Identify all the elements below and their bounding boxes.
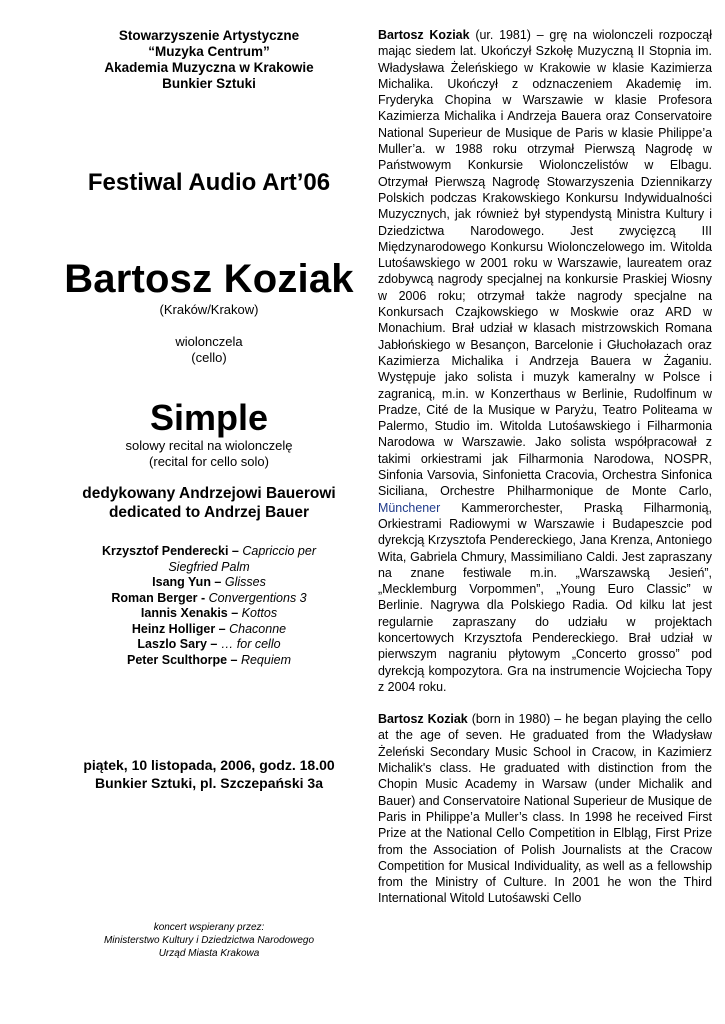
work: Requiem	[240, 652, 291, 667]
work: Convergentions 3	[208, 590, 307, 605]
bio-text: (ur. 1981) – grę na wiolonczeli rozpoczął mając siedem lat. Ukończył Szkołę Muzyczną II Stopnia im. Władysława Żeleńskiego w Krakowie w klasie Kazimierza Michalika. Ukończył z odznaczeniem Akademię im. Fryderyka Chopina w Warszawie w klasie Profesora Kazimierza Michalika i Andrzeja Bauera oraz Conservatoire National Superieur de Musique de Paris w klasie Philippe’a Muller’a. w 1988 roku otrzymał Pierwszą Nagrodę w Państwowym Konkursie Wiolonczelistów w Elbagu. Otrzymał Pierwszą Nagrodę Stowarzyszenia Dziennikarzy Polskich podczas Krakowskiego Konkursu Indywidualności Muzycznych, jak również był stypendystą Ministra Kultury i Dziedzictwa Narodowego. Jest zwycięzcą III Międzynarodowego Konkursu Wiolonczelowego im. Witolda Lutośawskiego w 2001 roku w Warszawie, laureatem oraz zdobywcą nagrody specjalnej na konkursie Praskiej Wiosny w 2006 roku; otrzymał także nagrody specjalne na Konkursach Czajkowskiego w Moskwie oraz ARD w Monachium. Brał udział w klasach mistrzowskich Romana Jabłońskiego w Besançon, Barcelonie i Głuchołazach oraz Kazimierza Michalika i Andrzeja Bauera w Żaganiu. Występuje jako solista i muzyk kameralny w Polsce i zagranicą, m.in. w Konzerthaus w Berlinie, Rudolfinum w Pradze, Cité de la Musique w Paryżu, Teatro Politeama w Palermo, Studio im. Witolda Lutośawskiego i Filharmonia Narodowa w Warszawie. Jako solista współpracował z takimi orkiestrami jak Filharmonia Narodowa, NOSPR, Sinfonia Varsovia, Sinfonietta Cracovia, Orchestra Sinfonica Siciliana, Orchestre Philharmonique de Monte Carlo,	[378, 28, 712, 499]
biography-column	[378, 27, 712, 907]
recital-subtitle-pl: solowy recital na wiolonczelę	[125, 438, 293, 453]
composer: Krzysztof Penderecki –	[102, 544, 239, 558]
composer: Isang Yun –	[152, 575, 222, 589]
festival-title: Festiwal Audio Art’06	[87, 169, 331, 196]
dedication	[54, 484, 364, 522]
work: … for cello	[220, 637, 281, 651]
work: Glisses	[224, 575, 266, 589]
composer: Iannis Xenakis –	[140, 606, 239, 620]
program-list	[54, 544, 364, 668]
bio-highlight: Münchener	[378, 500, 441, 515]
left-column	[54, 28, 364, 959]
program-item	[54, 622, 364, 638]
bio-name: Bartosz Koziak	[378, 28, 470, 42]
composer: Roman Berger -	[111, 590, 206, 605]
instrument-en: (cello)	[191, 350, 227, 365]
organizer-line: Stowarzyszenie Artystyczne	[118, 28, 300, 43]
event-info	[54, 756, 364, 792]
supporter: Ministerstwo Kultury i Dziedzictwa Narodowego	[103, 935, 315, 946]
instrument-pl: wiolonczela	[175, 334, 243, 349]
organizers	[54, 28, 364, 92]
work: Kottos	[241, 606, 278, 620]
event-date: piątek, 10 listopada, 2006, godz. 18.00	[83, 757, 335, 773]
artist-name: Bartosz Koziak	[64, 257, 354, 301]
recital-subtitle-en: (recital for cello solo)	[149, 454, 269, 469]
program-item	[54, 606, 364, 622]
program-item	[54, 544, 364, 560]
bio-text: (born in 1980) – he began playing the cello at the age of seven. He graduated from the Władysław Żeleński Secondary Music School in Cracow, in Kazimierz Michalik's class. He graduated with distinction from the Chopin Music Academy in Warsaw (under Michalik and Bauer) and Conservatoire National Superieur de Musique de Paris in Philippe’a Muller’s class. In 1998 he received First Prize at the National Cello Competition in Elbląg, First Prize from the Association of Polish Journalists at the Cracow Competition for Musical Individuality, as well as a fellowship from the Ministry of Culture. In 2001 he won the Third International Witold Lutośawski Cello	[378, 712, 712, 906]
program-item	[54, 575, 364, 591]
biography-pl	[378, 27, 712, 695]
recital-title: Simple	[149, 397, 269, 438]
work-continued: Siegfried Palm	[168, 559, 250, 574]
bio-name: Bartosz Koziak	[378, 712, 468, 727]
event-venue: Bunkier Sztuki, pl. Szczepański 3a	[95, 775, 323, 791]
organizer-line: Akademia Muzyczna w Krakowie	[104, 60, 314, 75]
artist-city: (Kraków/Krakow)	[159, 302, 259, 317]
composer: Heinz Holliger –	[131, 621, 226, 636]
dedication-en: dedicated to Andrzej Bauer	[108, 504, 310, 521]
supporter: Urząd Miasta Krakowa	[158, 948, 260, 959]
composer: Laszlo Sary –	[137, 637, 218, 651]
biography-en	[378, 711, 712, 907]
bio-text: Kammerorchester, Praską Filharmonią, Orkiestrami Radiowymi w Warszawie i Budapeszcie pod dyrekcją Krzysztofa Pendereckiego, Jana Krenza, Antoniego Wita, Gabriela Chmury, Massimiliano Caldi. Jest zapraszany na znane festiwale m.in. „Warszawską Jesień”, „Mecklemburg Vorpommen”, „Young Euro Classic” w Berlinie. Nagrywa dla Polskiego Radia. Od kilku lat jest regularnie zapraszany do udziału w projektach koncertowych Krzysztofa Pendereckiego. Brał udział w pierwszym nagraniu płytowym „Concerto grosso” pod dyrekcją kompozytora. Gra na instrumencie Wojciecha Topy z 2004 roku.	[378, 500, 712, 694]
support-label: koncert wspierany przez:	[153, 922, 265, 933]
organizer-line: Bunkier Sztuki	[162, 76, 256, 91]
work: Capriccio per	[242, 544, 316, 558]
support-info	[54, 921, 364, 960]
program-item	[54, 653, 364, 669]
organizer-line: “Muzyka Centrum”	[148, 44, 270, 59]
dedication-pl: dedykowany Andrzejowi Bauerowi	[82, 485, 336, 502]
composer: Peter Sculthorpe –	[127, 652, 238, 667]
program-item	[54, 591, 364, 607]
work: Chaconne	[229, 621, 287, 636]
program-item	[54, 637, 364, 653]
